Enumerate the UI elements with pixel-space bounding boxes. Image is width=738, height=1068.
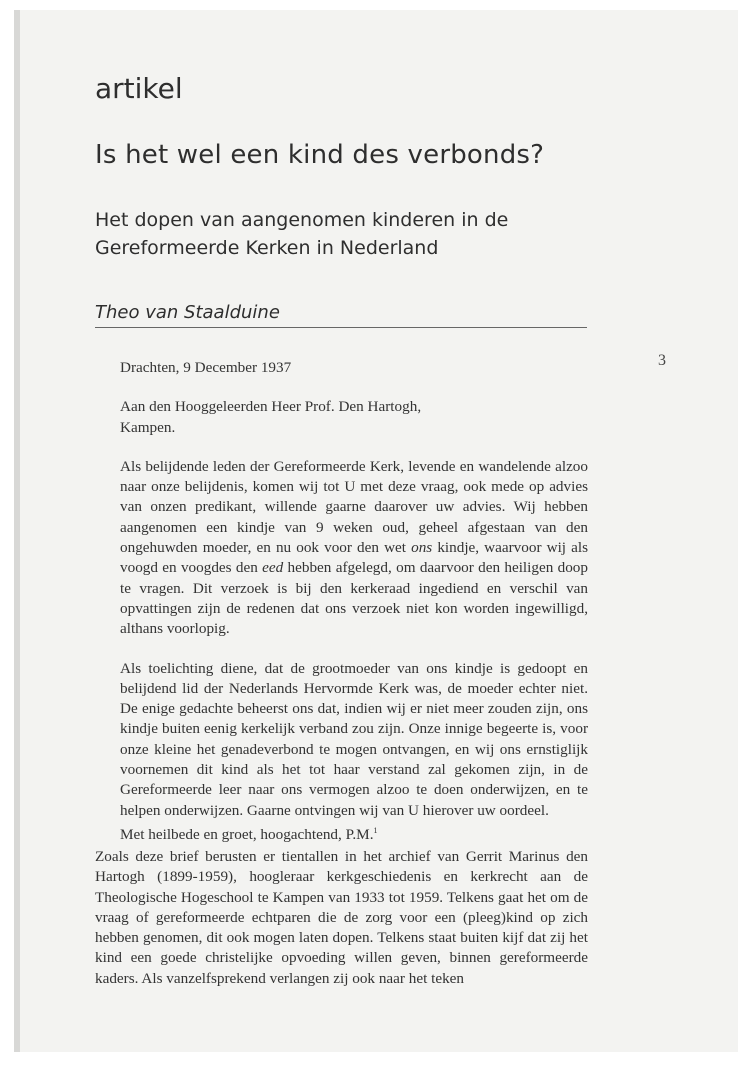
subtitle-line: Gereformeerde Kerken in Nederland — [95, 237, 439, 259]
emphasis: eed — [262, 559, 284, 577]
article-title: Is het wel een kind des verbonds? — [95, 140, 545, 170]
letter-dateline: Drachten, 9 December 1937 — [120, 359, 292, 376]
subtitle-line: Het dopen van aangenomen kinderen in de — [95, 209, 509, 231]
section-label: artikel — [95, 72, 183, 105]
letter-address: Kampen. — [120, 418, 176, 436]
author-name: Theo van Staalduine — [95, 302, 280, 323]
footnote-marker[interactable]: 1 — [373, 825, 378, 835]
scan-top-margin — [0, 0, 738, 10]
quoted-letter — [120, 358, 588, 845]
letter-closing: Met heilbede en groet, hoogachtend, P.M.$^1$ — [120, 825, 378, 843]
body-paragraph: Zoals deze brief berusten er tientallen in het archief van Gerrit Marinus den Hartogh (1899-1959), hoogleraar kerkgeschiedenis en kerkrecht aan de Theologische Hogeschool te Kampen van 1933 tot 1959. Telkens gaat het om de vraag of gereformeerde echtparen die de zorg voor een (pleeg)kind op zich hebben genomen, dit ook mogen laten dopen. Telkens staat buiten kijf dat zij het kind een goede christelijke opvoeding willen geven, binnen gereformeerde kaders. Als vanzelfsprekend verlangen zij ook naar het teken — [95, 848, 588, 987]
page-number: 3 — [658, 352, 666, 369]
scan-left-margin — [0, 0, 14, 1068]
title-rule — [95, 327, 587, 328]
emphasis: ons — [411, 539, 433, 557]
binding-shadow — [14, 10, 20, 1052]
letter-paragraph: Als toelichting diene, dat de grootmoeder van ons kindje is gedoopt en belijdend lid der Nederlands Hervormde Kerk was, de moeder echter niet. De enige gedachte beheerst ons dat, indien wij er niet meer zouden zijn, ons kindje buiten eenig kerkelijk verband zou zijn. Onze innige begeerte is, voor onze kleine het genadeverbond te mogen ontvangen, en wij ons ernstiglijk voornemen dit kind als het tot haar verstand zal gekomen zijn, in de Gereformeerde leer naar ons vermogen alzoo te doen onderwijzen, en te helpen onderwijzen. Gaarne ontvingen wij van U hierover uw oordeel. — [120, 659, 588, 819]
letter-paragraph: Als belijdende leden der Gereformeerde Kerk, levende en wandelende alzoo naar onze belijdenis, komen wij tot U met deze vraag, ook mede op advies van onzen predikant, willende gaarne daarover uw advies. Wij hebben aangenomen een kindje van 9 weken oud, geheel afgestaan van den ongehuwden moeder, en nu ook voor den wet ons kindje, waarvoor wij als voogd en voogdes den eed hebben afgelegd, om daarvoor den heiligen doop te vragen. Dit verzoek is bij den kerkeraad ingediend en verschil van opvattingen zijn de redenen dat ons verzoek niet kon worden ingewilligd, althans voorlopig. — [120, 457, 588, 638]
article-subtitle — [95, 206, 615, 262]
scan-bottom-margin — [0, 1052, 738, 1068]
letter-address: Aan den Hooggeleerden Heer Prof. Den Hartogh, — [120, 398, 422, 416]
